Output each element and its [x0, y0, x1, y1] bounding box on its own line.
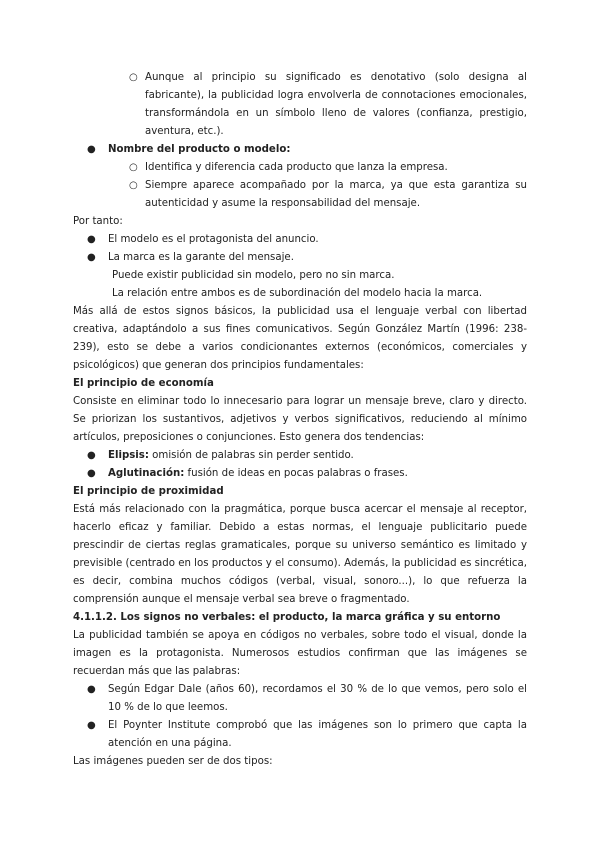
no-verbales-paragraph: La publicidad también se apoya en códigos no verbales, sobre todo el visual, donde la imagen es la protagonista. Numerosos estudios confirman que las imágenes se recuerdan más que las palabras: [73, 630, 527, 677]
list-item-note: La relación entre ambos es de subordinación del modelo hacia la marca. [112, 288, 483, 299]
list-item [73, 177, 527, 213]
list-item-term: Aglutinación: [108, 468, 185, 479]
list-item [73, 447, 527, 465]
list-item [73, 69, 527, 141]
verbal-paragraph: Más allá de estos signos básicos, la publicidad usa el lenguaje verbal con libertad creativa, adaptándolo a sus fines comunicativos. Según González Martín (1996: 238-239), esto se debe a varios condicionantes externos (económicos, comerciales y psicológicos) que generan dos principios fundamentales: [73, 306, 527, 371]
list-item [73, 249, 527, 267]
list-item-text: Siempre aparece acompañado por la marca, ya que esta garantiza su autenticidad y asume la responsabilidad del mensaje. [145, 180, 527, 209]
list-item [73, 159, 527, 177]
product-model-heading: Nombre del producto o modelo: [108, 144, 291, 155]
list-item-text: El modelo es el protagonista del anuncio. [108, 234, 319, 245]
list-item-text: fusión de ideas en pocas palabras o frases. [184, 468, 408, 479]
list-item [73, 231, 527, 249]
list-item [73, 141, 527, 159]
economia-heading: El principio de economía [73, 378, 214, 389]
list-item-text: La marca es la garante del mensaje. [108, 252, 294, 263]
list-item [73, 717, 527, 753]
list-item-note: Puede existir publicidad sin modelo, pero no sin marca. [112, 270, 395, 281]
document-body [73, 69, 527, 771]
list-item-term: Elipsis: [108, 450, 149, 461]
disc-bullet-icon: ● [87, 684, 96, 695]
proximidad-heading: El principio de proximidad [73, 486, 224, 497]
list-item-text: omisión de palabras sin perder sentido. [148, 450, 354, 461]
list-item-text: Según Edgar Dale (años 60), recordamos el 30 % de lo que vemos, pero solo el 10 % de lo que leemos. [108, 684, 527, 713]
disc-bullet-icon: ● [87, 720, 96, 731]
disc-bullet-icon: ● [87, 450, 96, 461]
circle-bullet-icon: ○ [129, 72, 138, 83]
list-item-text: Identifica y diferencia cada producto que lanza la empresa. [145, 162, 448, 173]
closing-paragraph: Las imágenes pueden ser de dos tipos: [73, 756, 273, 767]
list-item-text: El Poynter Institute comprobó que las imágenes son lo primero que capta la atención en una página. [108, 720, 527, 749]
circle-bullet-icon: ○ [129, 180, 138, 191]
disc-bullet-icon: ● [87, 468, 96, 479]
economia-paragraph: Consiste en eliminar todo lo innecesario para lograr un mensaje breve, claro y directo. Se priorizan los sustantivos, adjetivos y verbos significativos, reduciendo al mínimo artículos, preposiciones o conjunciones. Esto genera dos tendencias: [73, 396, 527, 443]
disc-bullet-icon: ● [87, 234, 96, 245]
circle-bullet-icon: ○ [129, 162, 138, 173]
proximidad-paragraph: Está más relacionado con la pragmática, porque busca acercar el mensaje al receptor, hacerlo eficaz y familiar. Debido a estas normas, el lenguaje publicitario puede prescindir de ciertas reglas gramaticales, porque su universo semántico es limitado y previsible (centrado en los productos y el consumo). Además, la publicidad es sincrética, es decir, combina muchos códigos (verbal, visual, sonoro...), lo que refuerza la comprensión aunque el mensaje verbal sea breve o fragmentado. [73, 504, 527, 605]
disc-bullet-icon: ● [87, 252, 96, 263]
disc-bullet-icon: ● [87, 144, 96, 155]
list-item-text: Aunque al principio su significado es denotativo (solo designa al fabricante), la publicidad logra envolverla de connotaciones emocionales, transformándola en un símbolo lleno de valores (confianza, prestigio, aventura, etc.). [145, 72, 527, 137]
list-item [73, 681, 527, 717]
conclusion-intro: Por tanto: [73, 216, 123, 227]
section-heading: 4.1.1.2. Los signos no verbales: el producto, la marca gráfica y su entorno [73, 612, 501, 623]
list-item [73, 465, 527, 483]
